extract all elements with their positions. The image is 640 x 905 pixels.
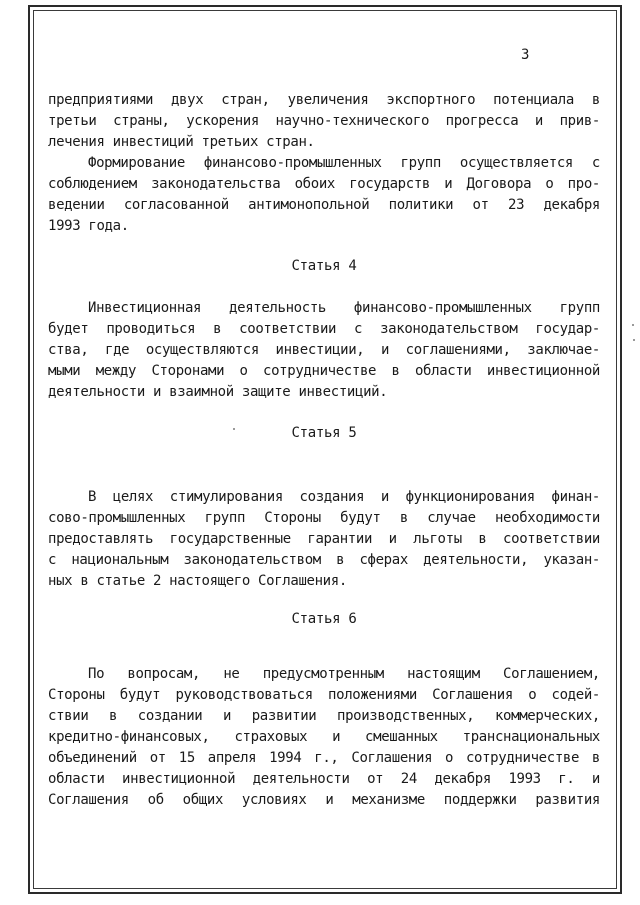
text-line: деятельности и взаимной защите инвестиций. xyxy=(48,384,388,400)
text-line: будет проводиться в соответствии с законодательством государ- xyxy=(48,321,600,337)
scan-speck xyxy=(633,339,635,341)
page-number: 3 xyxy=(521,47,530,63)
text-line: лечения инвестиций третьих стран. xyxy=(48,134,315,150)
text-line: мыми между Сторонами о сотрудничестве в области инвестиционной xyxy=(48,363,600,379)
text-line: ства, где осуществляются инвестиции, и соглашениями, заключае- xyxy=(48,342,600,358)
text-line: предоставлять государственные гарантии и льготы в соответствии xyxy=(48,531,600,547)
text-line: ных в статье 2 настоящего Соглашения. xyxy=(48,573,347,589)
text-line: ствии в создании и развитии производственных, коммерческих, xyxy=(48,708,600,724)
text-line: третьи страны, ускорения научно-технического прогресса и прив- xyxy=(48,113,600,129)
text-line: По вопросам, не предусмотренным настоящим Соглашением, xyxy=(88,666,600,682)
text-line: ведении согласованной антимонопольной политики от 23 декабря xyxy=(48,197,600,213)
text-line: предприятиями двух стран, увеличения экспортного потенциала в xyxy=(48,92,600,108)
text-line: Соглашения об общих условиях и механизме поддержки развития xyxy=(48,792,600,808)
text-line: Инвестиционная деятельность финансово-промышленных групп xyxy=(88,300,600,316)
article-heading: Статья 4 xyxy=(291,258,357,274)
scan-speck xyxy=(233,428,235,430)
scan-speck xyxy=(632,324,634,326)
article-heading: Статья 6 xyxy=(291,611,357,627)
text-line: объединений от 15 апреля 1994 г., Соглашения о сотрудничестве в xyxy=(48,750,600,766)
text-line: 1993 года. xyxy=(48,218,129,234)
text-line: соблюдением законодательства обоих государств и Договора о про- xyxy=(48,176,600,192)
text-line: Стороны будут руководствоваться положениями Соглашения о содей- xyxy=(48,687,600,703)
text-line: сово-промышленных групп Стороны будут в случае необходимости xyxy=(48,510,600,526)
text-line: В целях стимулирования создания и функционирования финан- xyxy=(88,489,600,505)
text-line: с национальным законодательством в сферах деятельности, указан- xyxy=(48,552,600,568)
text-line: области инвестиционной деятельности от 24 декабря 1993 г. и xyxy=(48,771,600,787)
text-line: Формирование финансово-промышленных групп осуществляется с xyxy=(88,155,600,171)
text-line: кредитно-финансовых, страховых и смешанных транснациональных xyxy=(48,729,600,745)
article-heading: Статья 5 xyxy=(291,425,357,441)
